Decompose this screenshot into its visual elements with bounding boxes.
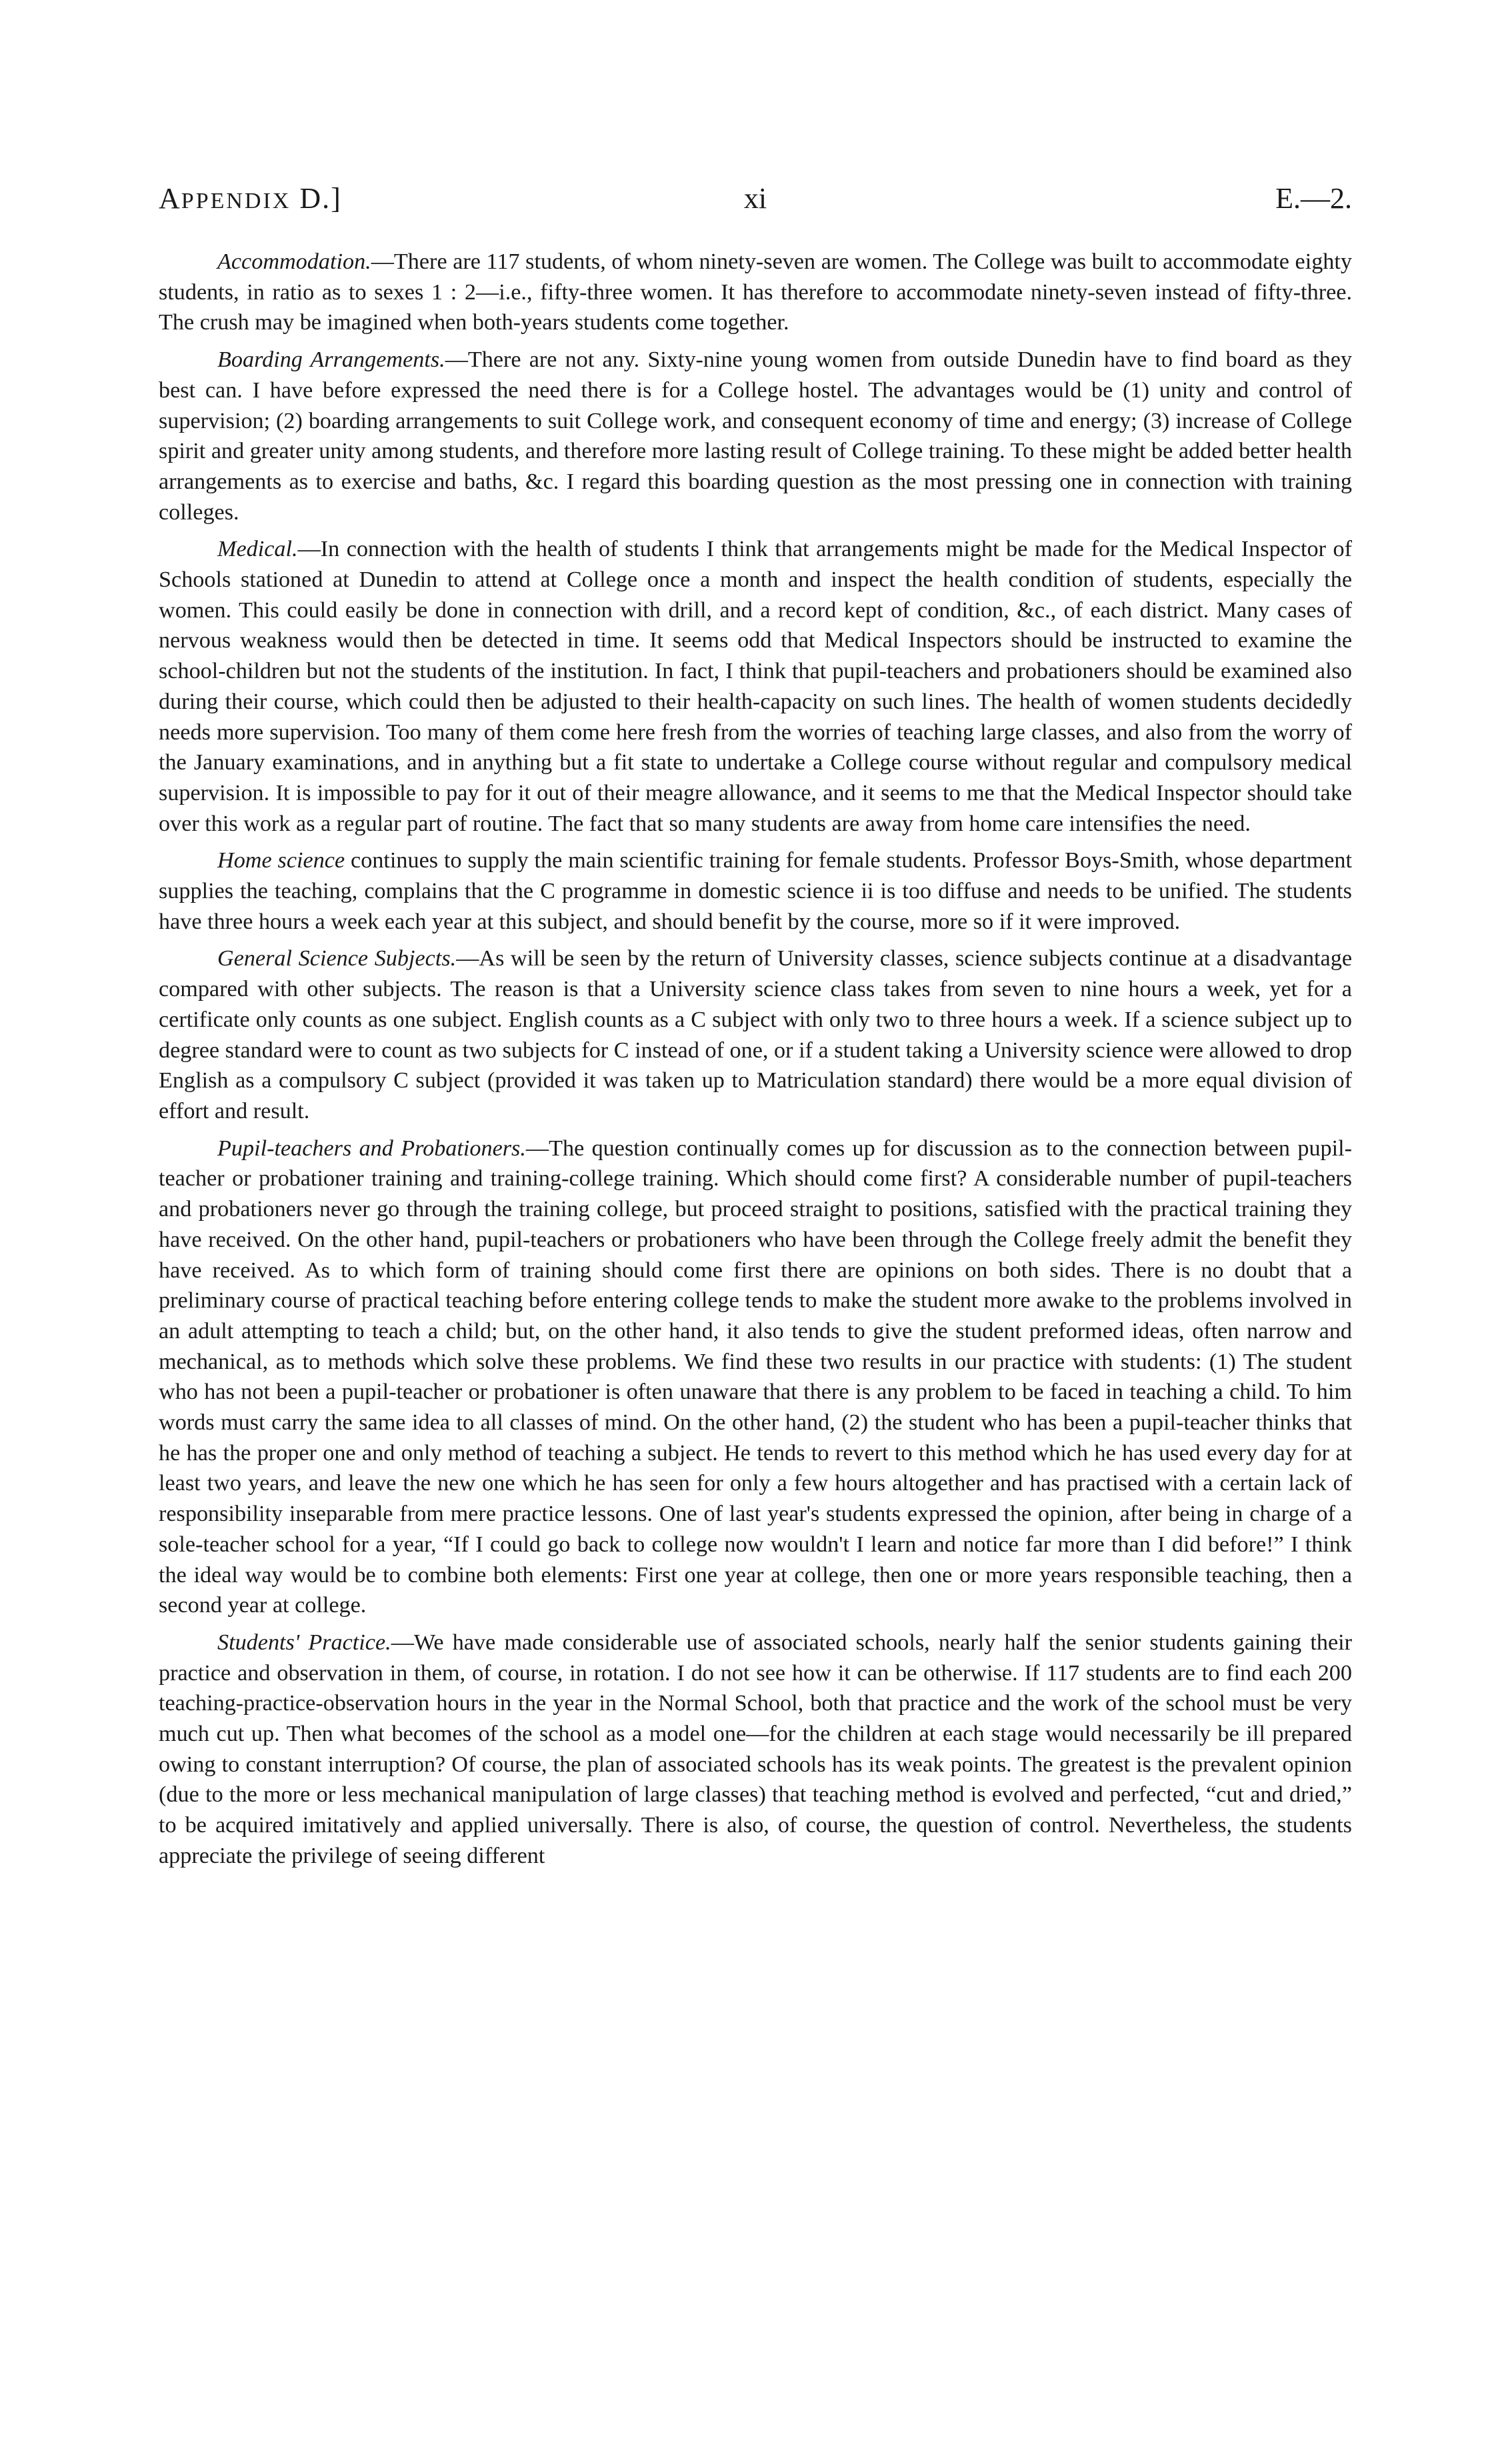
paragraph-accommodation: Accommodation.—There are 117 students, of whom ninety-seven are women. The College was built to accommodate eighty students, in ratio as to sexes 1 : 2—i.e., fifty-three women. It has therefore to accommodate ninety-seven instead of fifty-three. The crush may be imagined when both-years students come together. bbox=[159, 249, 1352, 335]
appendix-label: APPENDIX D.] bbox=[159, 182, 342, 215]
paragraph-boarding-arrangements: Boarding Arrangements.—There are not any. Sixty-nine young women from outside Dunedin have to find board as they best can. I have before expressed the need there is for a College hostel. The advantages would be (1) unity and control of supervision; (2) boarding arrangements to suit College work, and consequent economy of time and energy; (3) increase of College spirit and greater unity among students, and therefore more lasting result of College training. To these might be added better health arrangements as to exercise and baths, &c. I regard this boarding question as the most pressing one in connection with training colleges. bbox=[159, 347, 1352, 525]
paragraph-medical: Medical.—In connection with the health of students I think that arrangements might be made for the Medical Inspector of Schools stationed at Dunedin to attend at College once a month and inspect the health condition of students, especially the women. This could easily be done in connection with drill, and a record kept of condition, &c., of each district. Many cases of nervous weakness would then be detected in time. It seems odd that Medical Inspectors should be instructed to examine the school-children but not the students of the institution. In fact, I think that pupil-teachers and probationers should be examined also during their course, which could then be adjusted to their health-capacity on such lines. The health of women students decidedly needs more supervision. Too many of them come here fresh from the worries of teaching large classes, and also from the worry of the January examinations, and in anything but a fit state to undertake a College course without regular and compulsory medical supervision. It is impossible to pay for it out of their meagre allowance, and it seems to me that the Medical Inspector should take over this work as a regular part of routine. The fact that so many students are away from home care intensifies the need. bbox=[159, 537, 1352, 836]
page-number: xi bbox=[743, 182, 767, 215]
document-code: E.—2. bbox=[1275, 182, 1352, 215]
paragraph-students-practice: Students' Practice.—We have made considerable use of associated schools, nearly half the senior students gaining their practice and observation in them, of course, in rotation. I do not see how it can be otherwise. If 117 students are to find each 200 teaching-practice-observation hours in the year in the Normal School, both that practice and the work of the school must be very much cut up. Then what becomes of the school as a model one—for the children at each stage would necessarily be ill prepared owing to constant interruption? Of course, the plan of associated schools has its weak points. The greatest is the prevalent opinion (due to the more or less mechanical manipulation of large classes) that teaching method is evolved and perfected, “cut and dried,” to be acquired imitatively and applied universally. There is also, of course, the question of control. Nevertheless, the students appreciate the privilege of seeing different bbox=[159, 1630, 1352, 1868]
document-body bbox=[159, 247, 1352, 1878]
paragraph-home-science: Home science continues to supply the main scientific training for female students. Professor Boys-Smith, whose department supplies the teaching, complains that the C programme in domestic science ii is too diffuse and needs to be unified. The students have three hours a week each year at this subject, and should benefit by the course, more so if it were improved. bbox=[159, 848, 1352, 934]
page-header bbox=[159, 179, 1352, 219]
paragraph-pupil-teachers: Pupil-teachers and Probationers.—The question continually comes up for discussion as to the connection between pupil-teacher or probationer training and training-college training. Which should come first? A considerable number of pupil-teachers and probationers never go through the training college, but proceed straight to positions, satisfied with the practical training they have received. On the other hand, pupil-teachers or probationers who have been through the College freely admit the benefit they have received. As to which form of training should come first there are opinions on both sides. There is no doubt that a preliminary course of practical teaching before entering college tends to make the student more awake to the problems involved in an adult attempting to teach a child; but, on the other hand, it also tends to give the student preformed ideas, often narrow and mechanical, as to methods which solve these problems. We find these two results in our practice with students: (1) The student who has not been a pupil-teacher or probationer is often unaware that there is any problem to be faced in teaching a child. To him words must carry the same idea to all classes of mind. On the other hand, (2) the student who has been a pupil-teacher thinks that he has the proper one and only method of teaching a subject. He tends to revert to this method which he has used every day for at least two years, and leave the new one which he has seen for only a few hours altogether and has practised with a certain lack of responsibility inseparable from mere practice lessons. One of last year's students expressed the opinion, after being in charge of a sole-teacher school for a year, “If I could go back to college now wouldn't I learn and notice far more than I did before!” I think the ideal way would be to combine both elements: First one year at college, then one or more years responsible teaching, then a second year at college. bbox=[159, 1135, 1353, 1618]
paragraph-general-science: General Science Subjects.—As will be seen by the return of University classes, science subjects continue at a disadvantage compared with other subjects. The reason is that a University science class takes from seven to nine hours a week, yet for a certificate only counts as one subject. English counts as a C subject with only two to three hours a week. If a science subject up to degree standard were to count as two subjects for C instead of one, or if a student taking a University science were allowed to drop English as a compulsory C subject (provided it was taken up to Matriculation standard) there would be a more equal division of effort and result. bbox=[159, 946, 1352, 1123]
